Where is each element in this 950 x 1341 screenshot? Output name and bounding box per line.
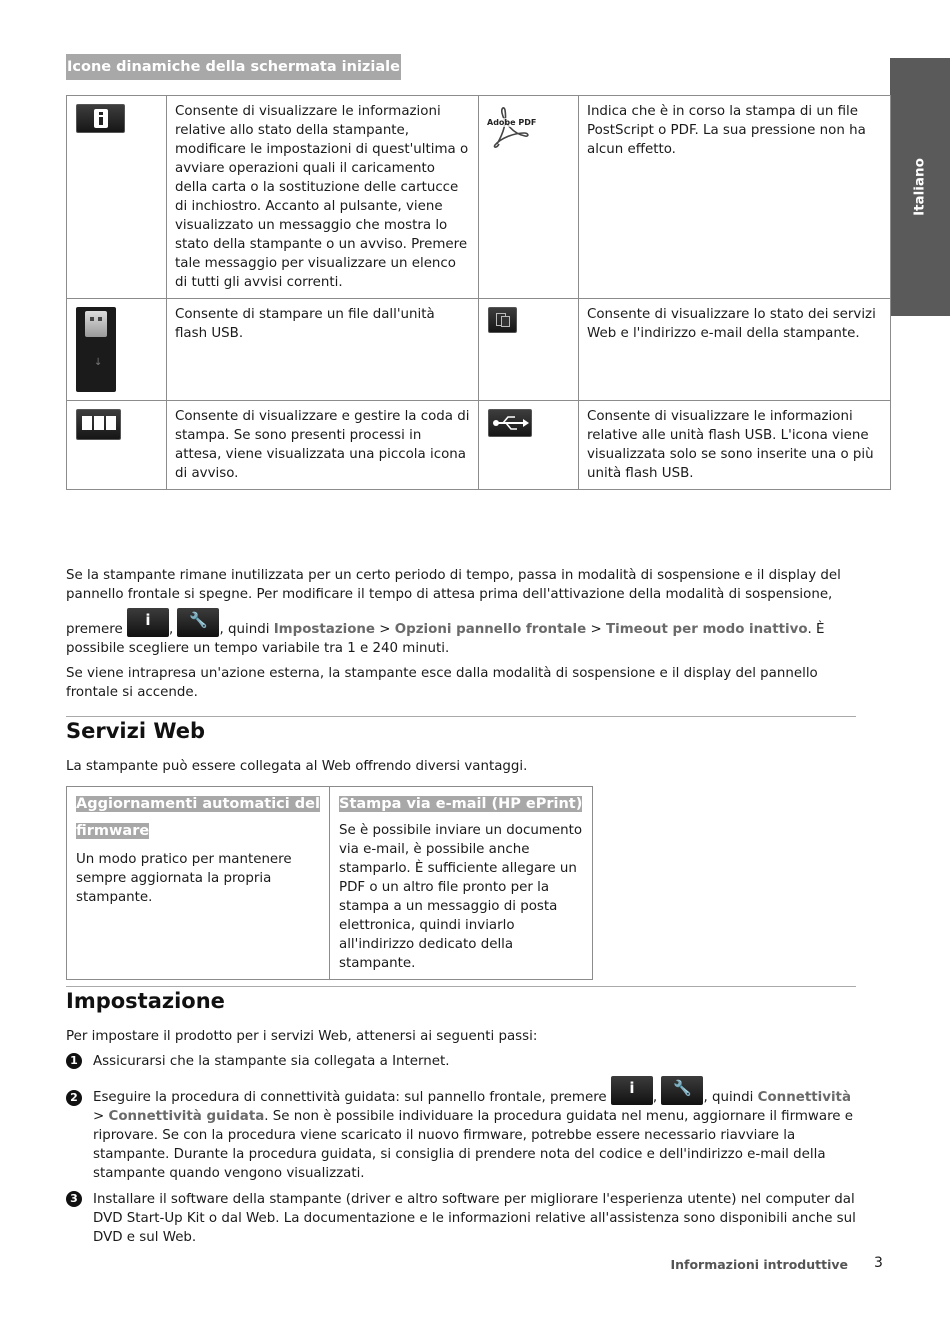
sleep-instruction [66, 608, 856, 658]
usb-icon [488, 409, 532, 437]
description-cell: Consente di visualizzare lo stato dei servizi Web e l'indirizzo e-mail della stampante. [579, 299, 891, 401]
sleep-paragraph [66, 566, 856, 702]
menu-path-setup: Impostazione [273, 622, 376, 637]
icon-cell [67, 96, 167, 299]
menu-separator: > [379, 622, 391, 637]
description-cell: Consente di visualizzare le informazioni relative allo stato della stampante, modificare le impostazioni di quest'ultima o avviare operazioni quali il caricamento della carta o la sostituzione delle cartucce di inchiostro. Accanto al pulsante, viene visualizzato un messaggio che mostra lo stato della stampante o un avviso. Premere tale messaggio per visualizzare un elenco di tutti gli avvisi correnti. [167, 96, 479, 299]
menu-path-sleep-timeout: Timeout per modo inattivo [605, 622, 808, 637]
eprint-box [330, 787, 593, 980]
divider [66, 716, 856, 717]
language-tab [890, 58, 950, 316]
firmware-box-text: Un modo pratico per mantenere sempre aggiornata la propria stampante. [76, 852, 292, 905]
usb-flash-drive-icon: ↓ [76, 307, 116, 392]
table-row [67, 401, 891, 490]
step-number: 2 [66, 1090, 82, 1106]
icon-cell [67, 401, 167, 490]
step2-text-a: Eseguire la procedura di connettività guidata: sul pannello frontale, premere [93, 1090, 607, 1105]
comma: , [652, 1090, 658, 1105]
step-text: Assicurarsi che la stampante sia collegata a Internet. [93, 1054, 450, 1069]
step-text: Installare il software della stampante (driver e altro software per migliorare l'esperienza utente) nel computer dal DVD Start-Up Kit o dal Web. La documentazione e le informazioni relative all'assistenza sono disponibili anche sul DVD e sul Web. [93, 1192, 856, 1245]
description-cell: Consente di visualizzare le informazioni relative alle unità flash USB. L'icona viene visualizzata solo se sono inserite una o più unità flash USB. [579, 401, 891, 490]
setup-heading: Impostazione [66, 989, 225, 1013]
web-services-icon [488, 307, 517, 333]
menu-path-front-panel: Opzioni pannello frontale [394, 622, 587, 637]
divider [66, 986, 856, 987]
icon-cell [67, 299, 167, 401]
setup-step-1 [66, 1052, 856, 1071]
web-services-boxes [66, 786, 593, 980]
table-row [67, 96, 891, 299]
firmware-box-title: Aggiornamenti automatici del firmware [76, 796, 320, 839]
eprint-box-text: Se è possibile inviare un documento via e-mail, è possibile anche stamparlo. È sufficiente allegare un PDF o un altro file pronto per la stampa a un messaggio di posta elettronica, quindi inviarlo all'indirizzo dedicato della stampante. [339, 823, 583, 971]
icon-cell [479, 96, 579, 299]
setup-intro: Per impostare il prodotto per i servizi Web, attenersi ai seguenti passi: [66, 1029, 538, 1044]
firmware-box [67, 787, 330, 980]
setup-step-2 [66, 1076, 856, 1183]
language-tab-label: Italiano [911, 158, 928, 216]
comma: , [168, 622, 174, 637]
menu-separator: > [590, 622, 602, 637]
icon-cell [479, 401, 579, 490]
page-number: 3 [874, 1255, 883, 1271]
wake-text: Se viene intrapresa un'azione esterna, la stampante esce dalla modalità di sospensione e il display del pannello frontale si accende. [66, 666, 818, 700]
print-queue-icon [76, 409, 121, 440]
step-number: 1 [66, 1053, 82, 1069]
table-row [67, 299, 891, 401]
menu-path-connectivity: Connettività [757, 1090, 851, 1105]
description-cell: Consente di stampare un file dall'unità flash USB. [167, 299, 479, 401]
wrench-button-icon: 🔧 [661, 1076, 703, 1105]
menu-path-connectivity-wizard: Connettività guidata [108, 1109, 265, 1124]
info-button-icon: i [611, 1076, 653, 1105]
info-button-icon: i [127, 608, 169, 637]
icon-cell [479, 299, 579, 401]
web-services-heading: Servizi Web [66, 719, 206, 743]
description-cell: Consente di visualizzare e gestire la coda di stampa. Se sono presenti processi in attesa, viene visualizzata una piccola icona di avviso. [167, 401, 479, 490]
adobe-pdf-icon [487, 104, 537, 149]
step2-text-b: . Se non è possibile individuare la procedura guidata nel menu, aggiornare il firmware e riprovare. Se con la procedura viene scaricato il nuovo firmware, potrebbe essere necessario riavviare la stampante. Durante la procedura guidata, si consiglia di prendere nota del codice e dell'indirizzo e-mail della stampante quando vengono visualizzati. [93, 1109, 854, 1181]
info-icon [76, 104, 125, 133]
setup-step-3 [66, 1190, 856, 1247]
icon-table [66, 95, 891, 490]
eprint-box-title: Stampa via e-mail (HP ePrint) [339, 796, 583, 812]
sleep-text-end: . È possibile scegliere un tempo variabile tra 1 e 240 minuti. [66, 622, 825, 656]
step-text [93, 1076, 856, 1183]
adobe-pdf-label: Adobe PDF [487, 118, 537, 127]
footer-label: Informazioni introduttive [670, 1257, 848, 1272]
description-cell: Indica che è in corso la stampa di un file PostScript o PDF. La sua pressione non ha alcun effetto. [579, 96, 891, 299]
wrench-button-icon: 🔧 [177, 608, 219, 637]
sleep-text: Se la stampante rimane inutilizzata per un certo periodo di tempo, passa in modalità di sospensione e il display del pannello frontale si spegne. Per modificare il tempo di attesa prima dell'attivazione della modalità di sospensione, [66, 568, 841, 602]
menu-separator: > [93, 1109, 105, 1124]
quindi-text: , quindi [703, 1090, 754, 1105]
premere-text: premere [66, 622, 123, 637]
quindi-text: , quindi [219, 622, 270, 637]
section-title: Icone dinamiche della schermata iniziale [66, 54, 401, 80]
step-number: 3 [66, 1191, 82, 1207]
web-services-intro: La stampante può essere collegata al Web offrendo diversi vantaggi. [66, 759, 528, 774]
